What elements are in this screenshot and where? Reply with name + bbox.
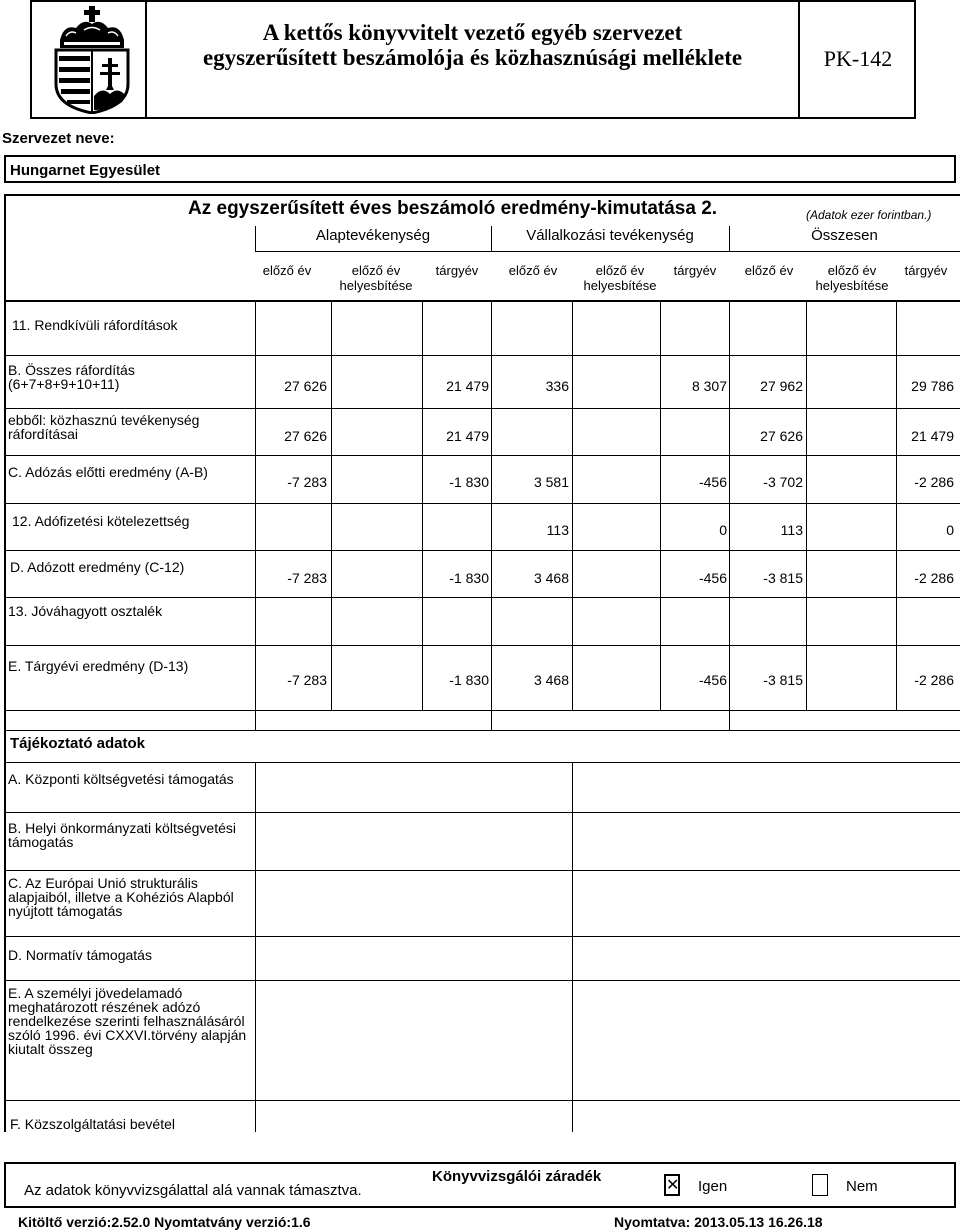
row-5-col-3[interactable]: -1 830 [449, 570, 489, 586]
unit-note: (Adatok ezer forintban.) [806, 208, 932, 222]
group-header-total: Összesen [811, 227, 878, 244]
row-5-col-6[interactable]: -456 [698, 570, 727, 586]
row-3-col-9[interactable]: -2 286 [914, 474, 954, 490]
col-header-4: előző év [508, 263, 558, 278]
info-section-title: Tájékoztató adatok [10, 735, 146, 752]
audit-yes-label: Igen [698, 1178, 728, 1195]
row-label-current-year-result: E. Tárgyévi eredmény (D-13) [8, 658, 189, 674]
row-7-col-9[interactable]: -2 286 [914, 672, 954, 688]
row-4-col-4[interactable]: 113 [546, 522, 569, 538]
row-3-col-4[interactable]: 3 581 [533, 474, 569, 490]
info-label-local-budget-support: B. Helyi önkormányzati költségvetési támogatás [8, 820, 236, 850]
row-5-col-1[interactable]: -7 283 [287, 570, 327, 586]
row-label-after-tax-result: D. Adózott eredmény (C-12) [10, 559, 185, 575]
info-label-central-budget-support: A. Központi költségvetési támogatás [8, 771, 234, 787]
col-header-3: tárgyév [435, 263, 479, 278]
row-3-col-6[interactable]: -456 [698, 474, 727, 490]
audit-heading: Könyvvizsgálói záradék [432, 1168, 602, 1185]
row-3-col-3[interactable]: -1 830 [449, 474, 489, 490]
audit-no-label: Nem [846, 1178, 878, 1195]
organization-name: Hungarnet Egyesület [10, 162, 161, 179]
row-1-col-6[interactable]: 8 307 [691, 378, 727, 394]
row-5-col-9[interactable]: -2 286 [914, 570, 954, 586]
row-2-col-3[interactable]: 21 479 [446, 428, 489, 444]
row-7-col-1[interactable]: -7 283 [287, 672, 327, 688]
row-label-approved-dividend: 13. Jóváhagyott osztalék [8, 603, 163, 619]
col-header-6: tárgyév [673, 263, 717, 278]
info-label-public-service-revenue: F. Közszolgáltatási bevétel [10, 1116, 175, 1132]
row-7-col-7[interactable]: -3 815 [763, 672, 803, 688]
row-4-col-6[interactable]: 0 [719, 522, 727, 538]
row-7-col-6[interactable]: -456 [698, 672, 727, 688]
row-label-tax-liability: 12. Adófizetési kötelezettség [12, 513, 190, 529]
col-header-8: előző év helyesbítése [815, 263, 889, 293]
info-label-personal-income-tax-share: E. A személyi jövedelamadó meghatározott részének adózó rendelkezése szerinti felhasználásáról szóló 1996. évi CXXVI.törvény alapján kiutalt összeg [8, 985, 247, 1057]
audit-no-checkbox[interactable] [812, 1174, 828, 1196]
col-header-5: előző év helyesbítése [583, 263, 657, 293]
row-1-col-3[interactable]: 21 479 [446, 378, 489, 394]
col-header-1: előző év [262, 263, 312, 278]
row-1-col-9[interactable]: 29 786 [911, 378, 954, 394]
row-3-col-1[interactable]: -7 283 [287, 474, 327, 490]
audit-yes-checkbox[interactable]: ✕ [666, 1175, 680, 1194]
form-header [30, 0, 916, 119]
row-7-col-4[interactable]: 3 468 [533, 672, 569, 688]
col-header-7: előző év [744, 263, 794, 278]
row-5-col-7[interactable]: -3 815 [763, 570, 803, 586]
row-4-col-7[interactable]: 113 [780, 522, 803, 538]
row-label-total-expenses: B. Összes ráfordítás (6+7+8+9+10+11) [8, 362, 135, 392]
row-2-col-9[interactable]: 21 479 [911, 428, 954, 444]
row-7-col-3[interactable]: -1 830 [449, 672, 489, 688]
software-version: Kitöltő verzió:2.52.0 Nyomtatvány verzió:1.6 [18, 1214, 311, 1230]
form-title: A kettős könyvvitelt vezető egyéb szervezet egyszerűsített beszámolója és közhasznúsági melléklete [202, 20, 743, 70]
form-code: PK-142 [823, 46, 893, 71]
organization-label: Szervezet neve: [2, 130, 115, 147]
print-timestamp: Nyomtatva: 2013.05.13 16.26.18 [614, 1214, 823, 1230]
row-label-extraordinary-expenses: 11. Rendkívüli ráfordítások [12, 317, 178, 333]
group-header-business: Vállalkozási tevékenység [526, 227, 694, 244]
audit-statement: Az adatok könyvvizsgálattal alá vannak támasztva. [24, 1182, 362, 1199]
row-5-col-4[interactable]: 3 468 [533, 570, 569, 586]
row-2-col-7[interactable]: 27 626 [760, 428, 803, 444]
organization-name-field[interactable] [4, 155, 956, 183]
col-header-9: tárgyév [904, 263, 948, 278]
info-label-normative-support: D. Normatív támogatás [8, 947, 152, 963]
row-4-col-9[interactable]: 0 [946, 522, 954, 538]
coat-of-arms-icon [50, 6, 134, 114]
row-3-col-7[interactable]: -3 702 [763, 474, 803, 490]
table-title: Az egyszerűsített éves beszámoló eredmény-kimutatása 2. [188, 198, 718, 219]
col-header-2: előző év helyesbítése [339, 263, 413, 293]
row-2-col-1[interactable]: 27 626 [284, 428, 327, 444]
info-label-eu-structural-support: C. Az Európai Unió strukturális alapjaiból, illetve a Kohéziós Alapból nyújtott támogatás [8, 875, 234, 919]
row-label-pretax-result: C. Adózás előtti eredmény (A-B) [8, 464, 208, 480]
row-label-public-benefit-expenses: ebből: közhasznú tevékenység ráfordításai [8, 412, 200, 442]
audit-clause-box [4, 1162, 956, 1208]
row-1-col-7[interactable]: 27 962 [760, 378, 803, 394]
row-1-col-1[interactable]: 27 626 [284, 378, 327, 394]
row-1-col-4[interactable]: 336 [545, 378, 569, 394]
group-header-basic: Alaptevékenység [315, 227, 431, 244]
